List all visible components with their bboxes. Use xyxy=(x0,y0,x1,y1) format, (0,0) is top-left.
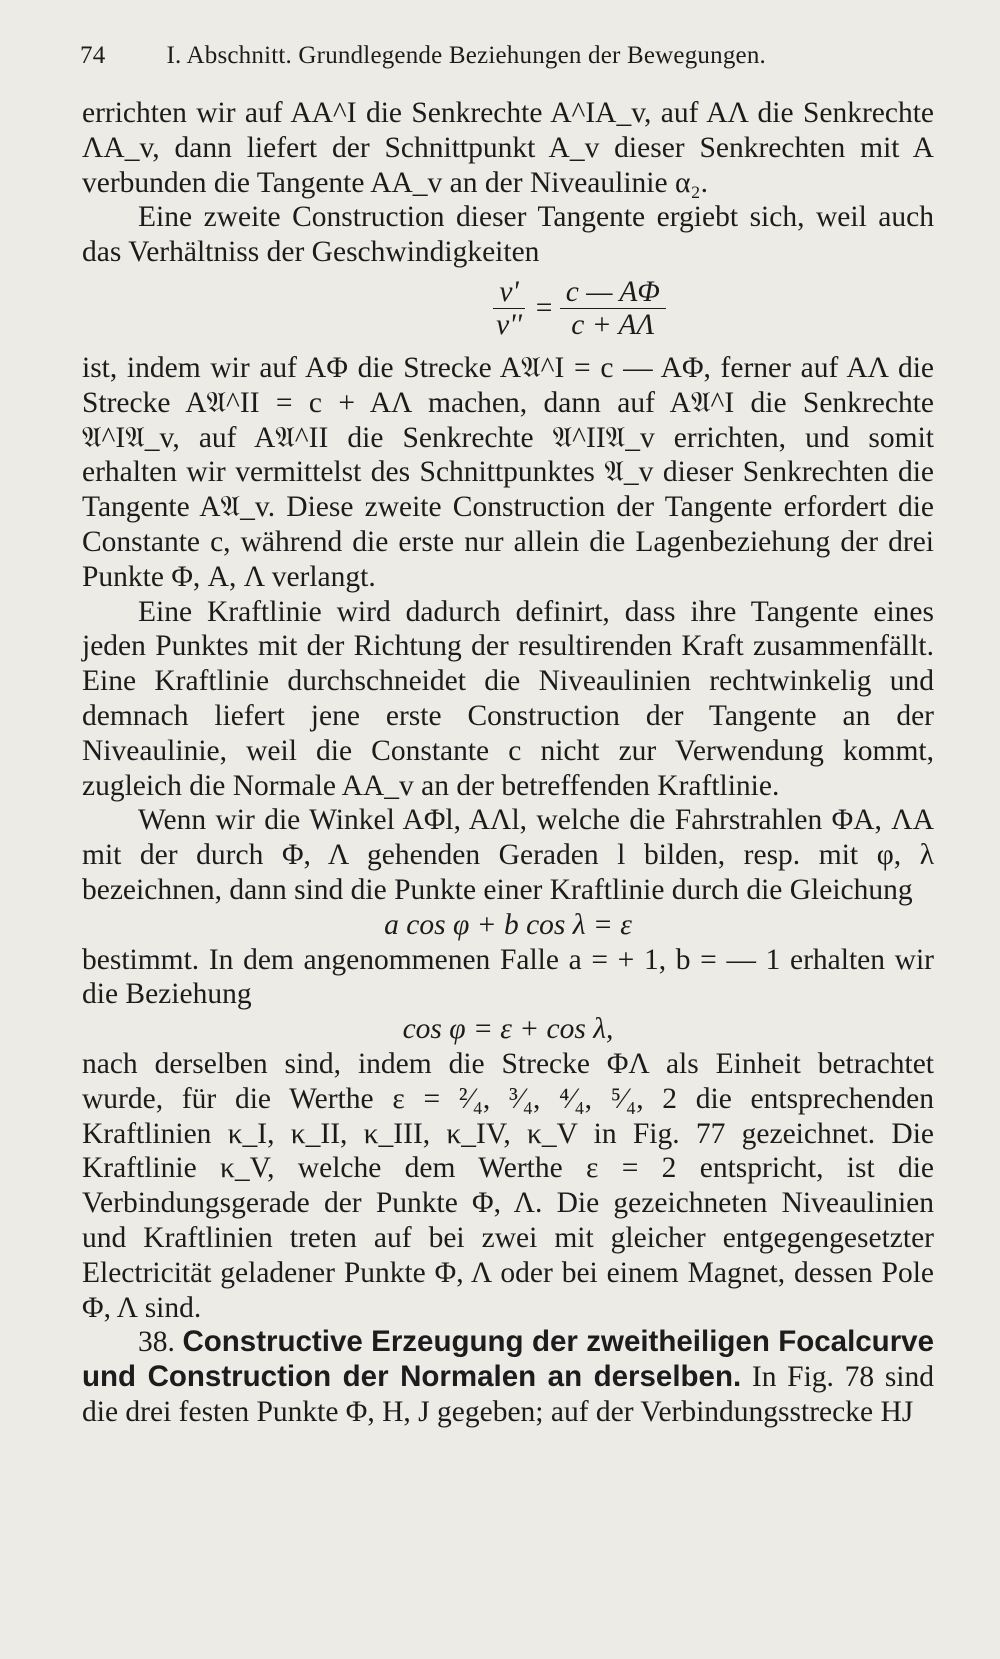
eq1-lhs-numerator: v' xyxy=(493,276,524,309)
running-title: I. Abschnitt. Grundlegende Beziehungen der Bewegungen. xyxy=(166,42,766,69)
equation-kraftlinie: a cos φ + b cos λ = ε xyxy=(384,908,632,941)
eq1-equals: = xyxy=(533,292,554,325)
eq1-lhs-denominator: v'' xyxy=(496,308,522,341)
running-header xyxy=(80,42,920,70)
paragraph-3: ist, indem wir auf AΦ die Strecke A𝔄^I = c — AΦ, ferner auf AΛ die Strecke A𝔄^II = c + AΛ machen, dann auf A𝔄^I die Senkrechte 𝔄^I𝔄_v, auf A𝔄^II die Senkrechte 𝔄^II𝔄_v errichten, und somit erhalten wir vermittelst des Schnittpunktes 𝔄_v dieser Senkrechten die Tangente A𝔄_v. Diese zweite Construction der Tangente erfordert die Constante c, während die erste nur allein die Lagenbeziehung der drei Punkte Φ, A, Λ verlangt. xyxy=(82,351,934,593)
eq1-rhs-denominator: c + AΛ xyxy=(571,308,655,341)
paragraph-2: Eine zweite Construction dieser Tangente ergiebt sich, weil auch das Verhältniss der Geschwindigkeiten xyxy=(82,201,934,269)
paragraph-4: Eine Kraftlinie wird dadurch definirt, dass ihre Tangente eines jeden Punktes mit der Richtung der resultirenden Kraft zusammenfällt. Eine Kraftlinie durchschneidet die Niveaulinien rechtwinkelig und demnach liefert jene erste Construction der Tangente an der Niveaulinie, weil die Constante c nicht zur Verwendung kommt, zugleich die Normale AA_v an der betreffenden Kraftlinie. xyxy=(82,595,934,802)
paragraph-5: Wenn wir die Winkel AΦl, AΛl, welche die Fahrstrahlen ΦA, ΛA mit der durch Φ, Λ gehenden Geraden l bilden, resp. mit φ, λ bezeichnen, dann sind die Punkte einer Kraftlinie durch die Gleichung xyxy=(82,804,934,906)
paragraph-8: In Fig. 78 sind die drei festen Punkte Φ, H, J gegeben; auf der Verbindungsstrecke HJ xyxy=(82,1361,934,1428)
equation-cos-relation: cos φ = ε + cos λ, xyxy=(402,1013,614,1046)
section-38 xyxy=(82,1325,934,1429)
eq1-rhs-numerator: c — AΦ xyxy=(560,276,666,309)
section-heading: Constructive Erzeugung der zweitheiligen Focalcurve und Construction der Normalen an derselben. xyxy=(82,1325,934,1394)
paragraph-6: bestimmt. In dem angenommenen Falle a = + 1, b = — 1 erhalten wir die Beziehung xyxy=(82,943,934,1011)
paragraph-1: errichten wir auf AA^I die Senkrechte A^IA_v, auf AΛ die Senkrechte ΛA_v, dann liefert der Schnittpunkt A_v dieser Senkrechten mit A verbunden die Tangente AA_v an der Niveaulinie α₂. xyxy=(82,97,934,199)
section-number: 38. xyxy=(138,1326,175,1359)
body-text xyxy=(82,96,934,1430)
page-number: 74 xyxy=(80,42,106,69)
equation-velocity-ratio xyxy=(82,270,934,351)
paragraph-7: nach derselben sind, indem die Strecke ΦΛ als Einheit betrachtet wurde, für die Werthe ε = ²⁄₄, ³⁄₄, ⁴⁄₄, ⁵⁄₄, 2 die entsprechenden Kraftlinien κ_I, κ_II, κ_III, κ_IV, κ_V in Fig. 77 gezeichnet. Die Kraftlinie κ_V, welche dem Werthe ε = 2 entspricht, ist die Verbindungsgerade der Punkte Φ, Λ. Die gezeichneten Niveaulinien und Kraftlinien treten auf bei zwei mit gleicher entgegengesetzter Electricität geladener Punkte Φ, Λ oder bei einem Magnet, dessen Pole Φ, Λ sind. xyxy=(82,1047,934,1324)
